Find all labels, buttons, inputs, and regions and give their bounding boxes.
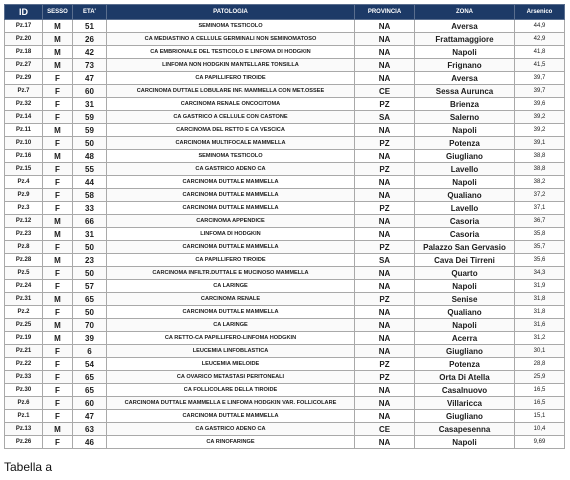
cell-id: Pz.5	[5, 267, 43, 280]
table-row	[5, 423, 565, 436]
cell-sesso: F	[43, 397, 73, 410]
cell-arsenico: 31,9	[515, 280, 565, 293]
table-row	[5, 85, 565, 98]
cell-patologia: CA GASTRICO ADENO CA	[107, 163, 355, 176]
cell-id: Pz.18	[5, 46, 43, 59]
cell-arsenico: 39,6	[515, 98, 565, 111]
cell-provincia: SA	[355, 254, 415, 267]
cell-provincia: PZ	[355, 202, 415, 215]
cell-arsenico: 41,8	[515, 46, 565, 59]
cell-arsenico: 39,2	[515, 124, 565, 137]
cell-patologia: CARCINOMA DUTTALE MAMMELLA	[107, 241, 355, 254]
header-patologia: PATOLOGIA	[107, 5, 355, 20]
cell-zona: Napoli	[415, 176, 515, 189]
cell-provincia: NA	[355, 410, 415, 423]
cell-id: Pz.8	[5, 241, 43, 254]
cell-provincia: PZ	[355, 98, 415, 111]
cell-eta: 55	[73, 163, 107, 176]
cell-eta: 51	[73, 20, 107, 33]
cell-id: Pz.12	[5, 215, 43, 228]
table-row	[5, 176, 565, 189]
cell-zona: Qualiano	[415, 189, 515, 202]
cell-sesso: M	[43, 124, 73, 137]
cell-arsenico: 41,5	[515, 59, 565, 72]
cell-provincia: PZ	[355, 293, 415, 306]
cell-provincia: NA	[355, 189, 415, 202]
cell-zona: Brienza	[415, 98, 515, 111]
cell-provincia: PZ	[355, 241, 415, 254]
cell-eta: 31	[73, 228, 107, 241]
cell-eta: 65	[73, 384, 107, 397]
cell-provincia: NA	[355, 150, 415, 163]
cell-id: Pz.31	[5, 293, 43, 306]
cell-sesso: F	[43, 345, 73, 358]
cell-provincia: NA	[355, 384, 415, 397]
cell-eta: 58	[73, 189, 107, 202]
cell-arsenico: 44,9	[515, 20, 565, 33]
cell-eta: 26	[73, 33, 107, 46]
cell-eta: 54	[73, 358, 107, 371]
cell-id: Pz.13	[5, 423, 43, 436]
cell-eta: 50	[73, 241, 107, 254]
cell-arsenico: 28,8	[515, 358, 565, 371]
cell-sesso: F	[43, 163, 73, 176]
cell-provincia: PZ	[355, 358, 415, 371]
cell-arsenico: 16,5	[515, 397, 565, 410]
cell-sesso: F	[43, 358, 73, 371]
header-eta: ETA'	[73, 5, 107, 20]
cell-provincia: NA	[355, 319, 415, 332]
cell-eta: 42	[73, 46, 107, 59]
cell-zona: Casoria	[415, 228, 515, 241]
cell-sesso: F	[43, 410, 73, 423]
cell-patologia: CA LARINGE	[107, 319, 355, 332]
cell-patologia: CARCINOMA MULTIFOCALE MAMMELLA	[107, 137, 355, 150]
cell-sesso: M	[43, 46, 73, 59]
cell-zona: Casalnuovo	[415, 384, 515, 397]
cell-zona: Napoli	[415, 280, 515, 293]
cell-patologia: CA GASTRICO A CELLULE CON CASTONE	[107, 111, 355, 124]
table-row	[5, 384, 565, 397]
cell-provincia: NA	[355, 124, 415, 137]
table-row	[5, 280, 565, 293]
cell-patologia: CARCINOMA DUTTALE MAMMELLA	[107, 189, 355, 202]
cell-arsenico: 37,1	[515, 202, 565, 215]
cell-eta: 33	[73, 202, 107, 215]
cell-eta: 50	[73, 137, 107, 150]
table-row	[5, 293, 565, 306]
cell-provincia: PZ	[355, 163, 415, 176]
cell-id: Pz.1	[5, 410, 43, 423]
header-provincia: PROVINCIA	[355, 5, 415, 20]
cell-zona: Villaricca	[415, 397, 515, 410]
cell-id: Pz.21	[5, 345, 43, 358]
cell-sesso: F	[43, 306, 73, 319]
cell-id: Pz.29	[5, 72, 43, 85]
cell-sesso: M	[43, 33, 73, 46]
cell-sesso: F	[43, 202, 73, 215]
table-row	[5, 436, 565, 449]
cell-sesso: F	[43, 371, 73, 384]
table-row	[5, 228, 565, 241]
cell-arsenico: 10,4	[515, 423, 565, 436]
table-row	[5, 241, 565, 254]
cell-provincia: NA	[355, 215, 415, 228]
table-row	[5, 46, 565, 59]
cell-id: Pz.25	[5, 319, 43, 332]
cell-eta: 60	[73, 85, 107, 98]
cell-patologia: LEUCEMIA LINFOBLASTICA	[107, 345, 355, 358]
cell-provincia: NA	[355, 397, 415, 410]
cell-patologia: CA PAPILLIFERO TIROIDE	[107, 72, 355, 85]
cell-zona: Acerra	[415, 332, 515, 345]
cell-patologia: LEUCEMIA MIELOIDE	[107, 358, 355, 371]
cell-provincia: CE	[355, 423, 415, 436]
cell-provincia: NA	[355, 33, 415, 46]
header-arsenico: Arsenico	[515, 5, 565, 20]
cell-zona: Casapesenna	[415, 423, 515, 436]
cell-provincia: NA	[355, 72, 415, 85]
cell-eta: 6	[73, 345, 107, 358]
table-body	[5, 20, 565, 449]
cell-arsenico: 34,3	[515, 267, 565, 280]
cell-provincia: SA	[355, 111, 415, 124]
cell-eta: 50	[73, 306, 107, 319]
cell-eta: 65	[73, 371, 107, 384]
cell-arsenico: 15,1	[515, 410, 565, 423]
header-id: ID	[5, 5, 43, 20]
cell-zona: Napoli	[415, 46, 515, 59]
cell-eta: 60	[73, 397, 107, 410]
cell-provincia: NA	[355, 20, 415, 33]
cell-provincia: CE	[355, 85, 415, 98]
table-row	[5, 137, 565, 150]
cell-patologia: CA RETTO-CA PAPILLIFERO-LINFOMA HODGKIN	[107, 332, 355, 345]
cell-patologia: CARCINOMA RENALE ONCOCITOMA	[107, 98, 355, 111]
cell-sesso: M	[43, 423, 73, 436]
cell-patologia: CARCINOMA DEL RETTO E CA VESCICA	[107, 124, 355, 137]
cell-id: Pz.6	[5, 397, 43, 410]
cell-arsenico: 38,2	[515, 176, 565, 189]
header-sesso: SESSO	[43, 5, 73, 20]
cell-arsenico: 36,7	[515, 215, 565, 228]
cell-provincia: NA	[355, 332, 415, 345]
cell-patologia: SEMINOMA TESTICOLO	[107, 20, 355, 33]
cell-arsenico: 35,8	[515, 228, 565, 241]
cell-zona: Napoli	[415, 124, 515, 137]
cell-zona: Giugliano	[415, 345, 515, 358]
table-row	[5, 111, 565, 124]
cell-eta: 44	[73, 176, 107, 189]
cell-patologia: LINFOMA NON HODGKIN MANTELLARE TONSILLA	[107, 59, 355, 72]
table-row	[5, 345, 565, 358]
cell-sesso: F	[43, 384, 73, 397]
cell-zona: Cava Dei Tirreni	[415, 254, 515, 267]
cell-sesso: M	[43, 228, 73, 241]
cell-zona: Lavello	[415, 202, 515, 215]
table-row	[5, 254, 565, 267]
table-header	[5, 5, 565, 20]
cell-zona: Orta Di Atella	[415, 371, 515, 384]
cell-provincia: NA	[355, 267, 415, 280]
cell-zona: Aversa	[415, 72, 515, 85]
cell-sesso: F	[43, 98, 73, 111]
cell-patologia: CA FOLLICOLARE DELLA TIROIDE	[107, 384, 355, 397]
table-row	[5, 410, 565, 423]
cell-provincia: NA	[355, 228, 415, 241]
table-row	[5, 306, 565, 319]
cell-id: Pz.27	[5, 59, 43, 72]
cell-provincia: NA	[355, 46, 415, 59]
table-row	[5, 33, 565, 46]
cell-sesso: F	[43, 280, 73, 293]
cell-arsenico: 35,7	[515, 241, 565, 254]
table-row	[5, 332, 565, 345]
cell-id: Pz.17	[5, 20, 43, 33]
table-row	[5, 72, 565, 85]
cell-id: Pz.26	[5, 436, 43, 449]
cell-arsenico: 35,6	[515, 254, 565, 267]
cell-id: Pz.15	[5, 163, 43, 176]
table-row	[5, 20, 565, 33]
cell-id: Pz.24	[5, 280, 43, 293]
cell-zona: Quarto	[415, 267, 515, 280]
table-row	[5, 358, 565, 371]
cell-eta: 50	[73, 267, 107, 280]
cell-zona: Aversa	[415, 20, 515, 33]
cell-zona: Giugliano	[415, 150, 515, 163]
cell-provincia: NA	[355, 345, 415, 358]
cell-arsenico: 39,7	[515, 72, 565, 85]
cell-patologia: CA MEDIASTINO A CELLULE GERMINALI NON SEMINOMATOSO	[107, 33, 355, 46]
cell-sesso: F	[43, 85, 73, 98]
cell-id: Pz.30	[5, 384, 43, 397]
table-row	[5, 202, 565, 215]
cell-sesso: M	[43, 150, 73, 163]
cell-patologia: CARCINOMA DUTTALE MAMMELLA	[107, 410, 355, 423]
cell-provincia: NA	[355, 436, 415, 449]
cell-arsenico: 31,6	[515, 319, 565, 332]
cell-provincia: NA	[355, 280, 415, 293]
cell-provincia: PZ	[355, 371, 415, 384]
cell-sesso: F	[43, 72, 73, 85]
cell-patologia: SEMINOMA TESTICOLO	[107, 150, 355, 163]
table-row	[5, 124, 565, 137]
cell-zona: Napoli	[415, 436, 515, 449]
table-row	[5, 163, 565, 176]
cell-patologia: CA OVARICO METASTASI PERITONEALI	[107, 371, 355, 384]
cell-id: Pz.32	[5, 98, 43, 111]
table-row	[5, 150, 565, 163]
cell-id: Pz.16	[5, 150, 43, 163]
cell-id: Pz.14	[5, 111, 43, 124]
cell-eta: 31	[73, 98, 107, 111]
cell-provincia: NA	[355, 306, 415, 319]
cell-id: Pz.11	[5, 124, 43, 137]
cell-sesso: F	[43, 111, 73, 124]
cell-arsenico: 31,8	[515, 306, 565, 319]
cell-patologia: CA EMBRIONALE DEL TESTICOLO E LINFOMA DI HODGKIN	[107, 46, 355, 59]
cell-arsenico: 39,7	[515, 85, 565, 98]
cell-arsenico: 39,1	[515, 137, 565, 150]
cell-patologia: CA RINOFARINGE	[107, 436, 355, 449]
table-row	[5, 189, 565, 202]
cell-sesso: F	[43, 436, 73, 449]
cell-eta: 63	[73, 423, 107, 436]
cell-zona: Sessa Aurunca	[415, 85, 515, 98]
cell-id: Pz.20	[5, 33, 43, 46]
cell-patologia: CARCINOMA DUTTALE MAMMELLA	[107, 176, 355, 189]
cell-patologia: CARCINOMA INFILTR.DUTTALE E MUCINOSO MAMMELLA	[107, 267, 355, 280]
cell-id: Pz.23	[5, 228, 43, 241]
cell-eta: 65	[73, 293, 107, 306]
cell-zona: Potenza	[415, 137, 515, 150]
cell-eta: 48	[73, 150, 107, 163]
cell-id: Pz.28	[5, 254, 43, 267]
cell-patologia: CARCINOMA DUTTALE MAMMELLA E LINFOMA HODGKIN VAR. FOLLICOLARE	[107, 397, 355, 410]
cell-sesso: F	[43, 137, 73, 150]
cell-eta: 73	[73, 59, 107, 72]
cell-sesso: F	[43, 189, 73, 202]
patient-table	[4, 4, 565, 449]
cell-arsenico: 38,8	[515, 150, 565, 163]
cell-eta: 70	[73, 319, 107, 332]
cell-zona: Salerno	[415, 111, 515, 124]
cell-sesso: F	[43, 267, 73, 280]
cell-eta: 59	[73, 111, 107, 124]
cell-sesso: M	[43, 20, 73, 33]
cell-sesso: F	[43, 176, 73, 189]
cell-sesso: M	[43, 319, 73, 332]
cell-patologia: CA GASTRICO ADENO CA	[107, 423, 355, 436]
cell-zona: Qualiano	[415, 306, 515, 319]
cell-id: Pz.33	[5, 371, 43, 384]
cell-patologia: CARCINOMA DUTTALE MAMMELLA	[107, 202, 355, 215]
table-row	[5, 371, 565, 384]
cell-arsenico: 42,9	[515, 33, 565, 46]
cell-provincia: NA	[355, 59, 415, 72]
table-row	[5, 267, 565, 280]
cell-id: Pz.7	[5, 85, 43, 98]
cell-zona: Lavello	[415, 163, 515, 176]
cell-zona: Potenza	[415, 358, 515, 371]
cell-patologia: CARCINOMA APPENDICE	[107, 215, 355, 228]
cell-zona: Palazzo San Gervasio	[415, 241, 515, 254]
header-row	[5, 5, 565, 20]
cell-arsenico: 9,69	[515, 436, 565, 449]
cell-sesso: M	[43, 332, 73, 345]
cell-id: Pz.9	[5, 189, 43, 202]
cell-patologia: CARCINOMA RENALE	[107, 293, 355, 306]
cell-id: Pz.19	[5, 332, 43, 345]
cell-eta: 47	[73, 72, 107, 85]
cell-arsenico: 39,2	[515, 111, 565, 124]
cell-arsenico: 16,5	[515, 384, 565, 397]
cell-eta: 57	[73, 280, 107, 293]
cell-zona: Frignano	[415, 59, 515, 72]
cell-arsenico: 31,2	[515, 332, 565, 345]
cell-patologia: CARCINOMA DUTTALE LOBULARE INF. MAMMELLA CON MET.OSSEE	[107, 85, 355, 98]
cell-patologia: CA PAPILLIFERO TIROIDE	[107, 254, 355, 267]
cell-zona: Senise	[415, 293, 515, 306]
table-row	[5, 215, 565, 228]
cell-arsenico: 30,1	[515, 345, 565, 358]
cell-arsenico: 31,8	[515, 293, 565, 306]
cell-sesso: F	[43, 241, 73, 254]
cell-arsenico: 37,2	[515, 189, 565, 202]
cell-patologia: LINFOMA DI HODGKIN	[107, 228, 355, 241]
cell-eta: 59	[73, 124, 107, 137]
cell-id: Pz.2	[5, 306, 43, 319]
table-row	[5, 59, 565, 72]
table-row	[5, 319, 565, 332]
table-caption: Tabella a	[4, 460, 53, 474]
cell-id: Pz.4	[5, 176, 43, 189]
cell-eta: 46	[73, 436, 107, 449]
cell-sesso: M	[43, 293, 73, 306]
cell-zona: Casoria	[415, 215, 515, 228]
cell-sesso: M	[43, 215, 73, 228]
cell-id: Pz.22	[5, 358, 43, 371]
cell-arsenico: 38,8	[515, 163, 565, 176]
cell-patologia: CARCINOMA DUTTALE MAMMELLA	[107, 306, 355, 319]
cell-zona: Napoli	[415, 319, 515, 332]
cell-zona: Giugliano	[415, 410, 515, 423]
cell-id: Pz.10	[5, 137, 43, 150]
cell-provincia: NA	[355, 176, 415, 189]
table-row	[5, 98, 565, 111]
cell-sesso: M	[43, 59, 73, 72]
cell-eta: 47	[73, 410, 107, 423]
cell-provincia: PZ	[355, 137, 415, 150]
header-zona: ZONA	[415, 5, 515, 20]
cell-patologia: CA LARINGE	[107, 280, 355, 293]
cell-eta: 66	[73, 215, 107, 228]
table-row	[5, 397, 565, 410]
cell-eta: 23	[73, 254, 107, 267]
cell-sesso: M	[43, 254, 73, 267]
cell-zona: Frattamaggiore	[415, 33, 515, 46]
cell-eta: 39	[73, 332, 107, 345]
cell-id: Pz.3	[5, 202, 43, 215]
cell-arsenico: 25,9	[515, 371, 565, 384]
table-wrapper	[4, 4, 564, 449]
